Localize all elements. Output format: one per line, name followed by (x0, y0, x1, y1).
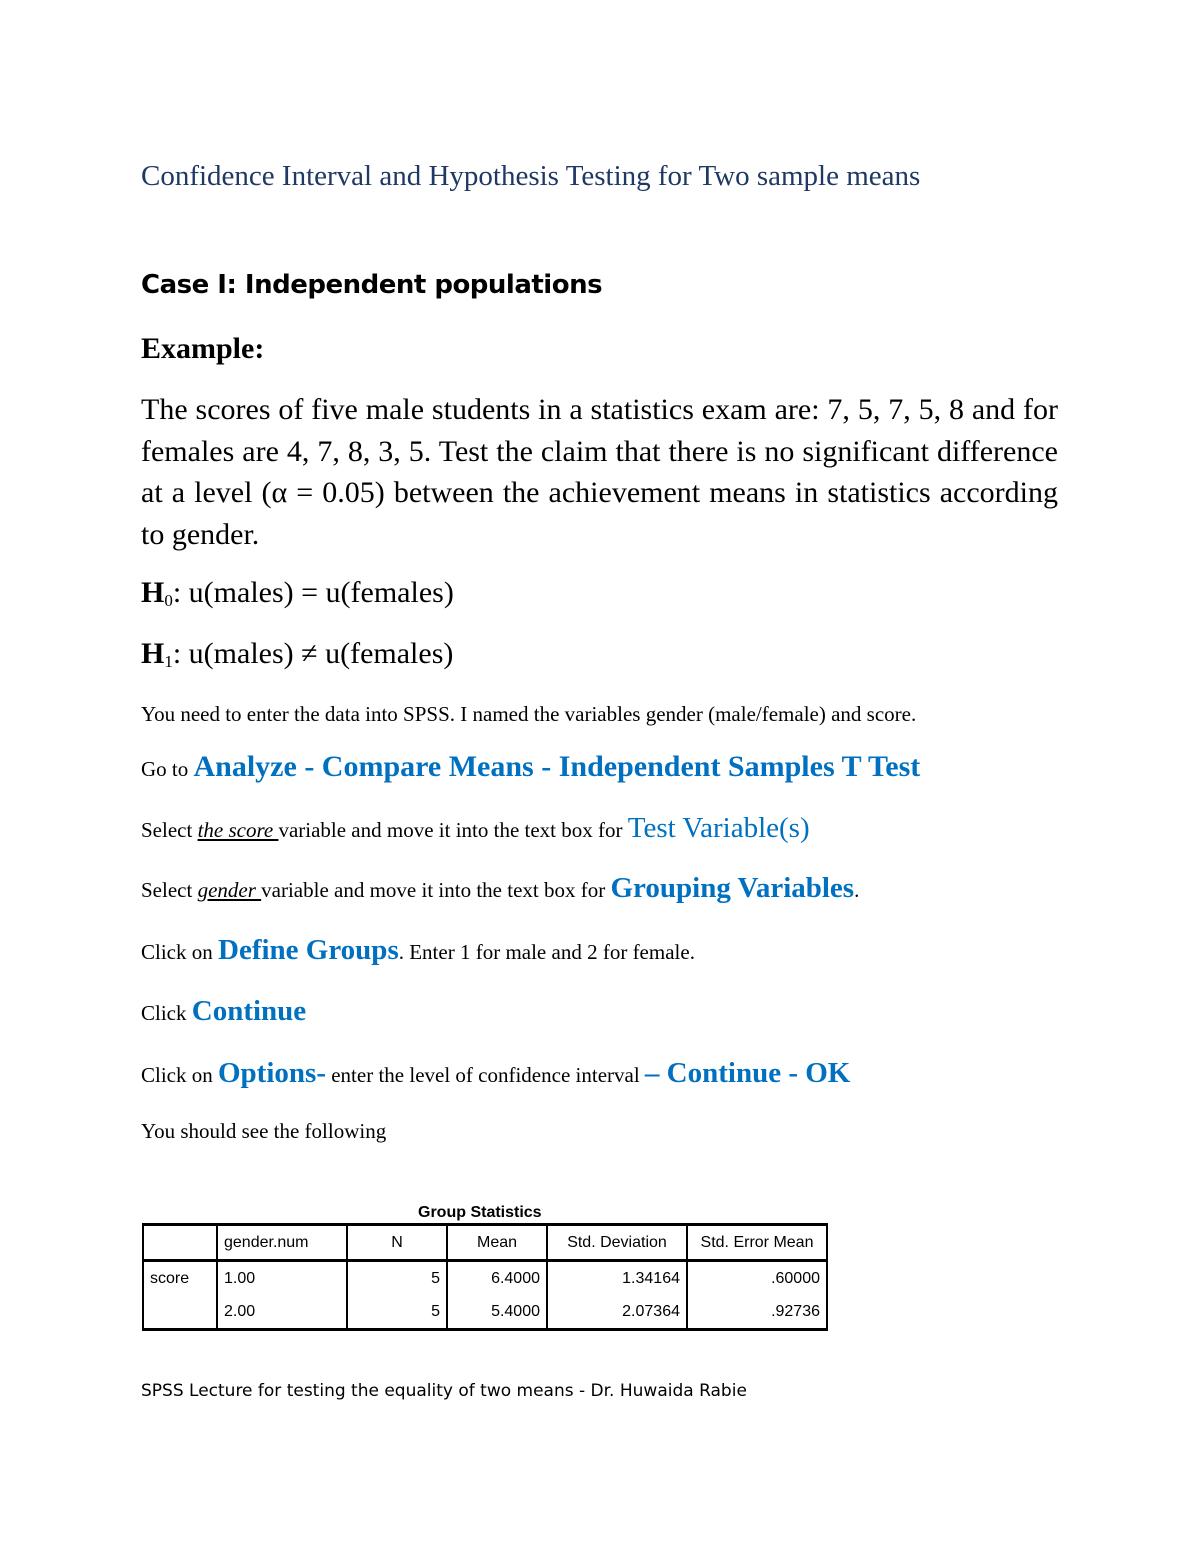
define-prefix: Click on (141, 940, 218, 964)
cell-std-dev: 1.34164 (547, 1261, 687, 1296)
select-gender-mid: variable and move it into the text box for (261, 878, 611, 902)
options-mid: enter the level of confidence interval (325, 1063, 645, 1087)
goto-instruction (141, 750, 920, 784)
select-score-mid: variable and move it into the text box for (278, 818, 628, 842)
header-cell-std-dev: Std. Deviation (547, 1225, 687, 1261)
header-cell-mean: Mean (447, 1225, 547, 1261)
cell-std-err: .60000 (687, 1261, 827, 1296)
h1-label: H (141, 637, 165, 670)
table-row (143, 1261, 827, 1296)
cell-gender: 1.00 (217, 1261, 347, 1296)
header-cell-n: N (347, 1225, 447, 1261)
row-label-score: score (143, 1261, 217, 1296)
define-groups-instruction (141, 934, 695, 967)
case-heading: Case I: Independent populations (141, 270, 603, 300)
problem-statement: The scores of five male students in a statistics exam are: 7, 5, 7, 5, 8 and for females are 4, 7, 8, 3, 5. Test the claim that there is no significant difference at a level (α = 0.05) between the achievement means in statistics according to gender. (141, 393, 1058, 551)
options-instruction (141, 1057, 850, 1090)
table-header-row (143, 1225, 827, 1261)
cell-mean: 5.4000 (447, 1295, 547, 1330)
table-row (143, 1295, 827, 1330)
gender-variable-name: gender (197, 878, 262, 902)
continue-prefix: Click (141, 1001, 192, 1025)
header-cell-gender: gender.num (217, 1225, 347, 1261)
document-title: Confidence Interval and Hypothesis Testing for Two sample means (141, 160, 921, 192)
options-end: – Continue - OK (644, 1057, 851, 1089)
h1-sub: 1 (164, 652, 173, 671)
grouping-variables-target: Grouping Variables (610, 872, 855, 904)
h0-sub: 0 (164, 591, 173, 610)
select-gender-prefix: Select (141, 878, 198, 902)
options-prefix: Click on (141, 1063, 218, 1087)
goto-menu-path: Analyze - Compare Means - Independent Samples T Test (193, 750, 921, 783)
cell-n: 5 (347, 1261, 447, 1296)
header-cell-blank (143, 1225, 217, 1261)
h0-text: : u(males) = u(females) (172, 576, 454, 609)
select-gender-end: . (854, 878, 860, 902)
cell-std-err: .92736 (687, 1295, 827, 1330)
continue-instruction (141, 995, 306, 1028)
score-variable-name: the score (197, 818, 279, 842)
group-statistics-caption: Group Statistics (418, 1204, 542, 1221)
cell-gender: 2.00 (217, 1295, 347, 1330)
null-hypothesis (141, 576, 454, 611)
select-score-prefix: Select (141, 818, 198, 842)
options-target: Options- (218, 1057, 326, 1089)
group-statistics-table (142, 1223, 828, 1331)
see-following: You should see the following (141, 1119, 387, 1143)
example-label: Example: (141, 332, 265, 365)
h0-label: H (141, 576, 165, 609)
alternative-hypothesis (141, 637, 453, 672)
goto-prefix: Go to (141, 757, 194, 781)
h1-text: : u(males) ≠ u(females) (172, 637, 454, 670)
header-cell-std-err: Std. Error Mean (687, 1225, 827, 1261)
select-gender-instruction (141, 872, 859, 905)
cell-n: 5 (347, 1295, 447, 1330)
test-variables-target: Test Variable(s) (627, 812, 810, 844)
continue-target: Continue (191, 995, 307, 1027)
define-groups-target: Define Groups (218, 934, 399, 966)
page-footer: SPSS Lecture for testing the equality of two means - Dr. Huwaida Rabie (141, 1381, 747, 1401)
row-label-empty (143, 1295, 217, 1330)
cell-std-dev: 2.07364 (547, 1295, 687, 1330)
define-end: . Enter 1 for male and 2 for female. (398, 940, 695, 964)
enter-data-instruction: You need to enter the data into SPSS. I named the variables gender (male/female) and score. (141, 702, 917, 726)
select-score-instruction (141, 812, 810, 845)
cell-mean: 6.4000 (447, 1261, 547, 1296)
